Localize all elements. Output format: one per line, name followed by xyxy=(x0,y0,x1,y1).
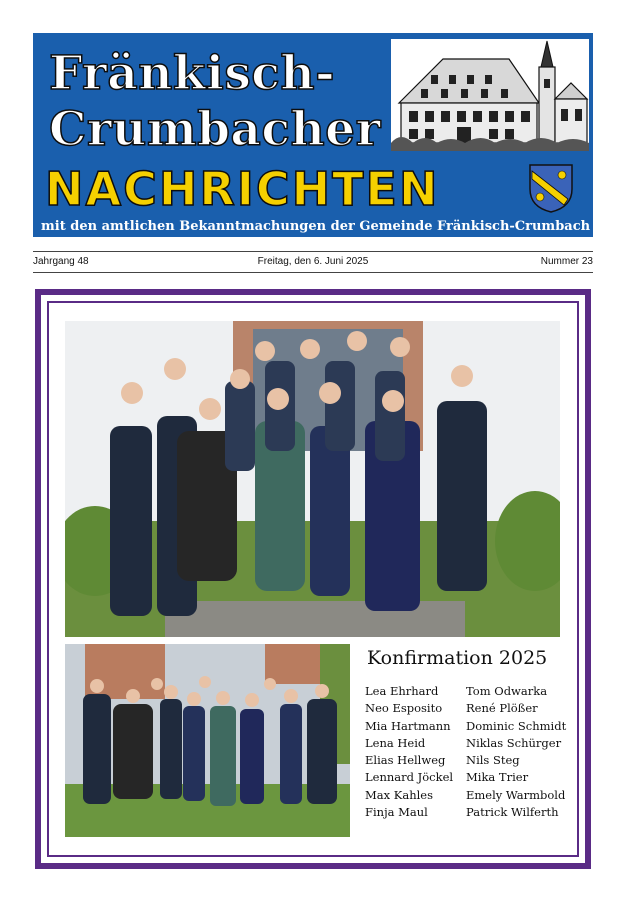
confirmand-name: Nils Steg xyxy=(466,753,520,768)
issue-number: Nummer 23 xyxy=(540,256,593,267)
coat-of-arms-icon xyxy=(528,163,574,213)
confirmand-name: Neo Esposito xyxy=(365,701,443,716)
confirmand-name: Finja Maul xyxy=(365,805,428,820)
confirmand-name: Lena Heid xyxy=(365,735,426,750)
confirmand-name: Dominic Schmidt xyxy=(466,718,567,733)
group-photo-small xyxy=(65,644,350,837)
confirmand-name: Patrick Wilferth xyxy=(466,805,559,820)
confirmand-name: Tom Odwarka xyxy=(466,684,548,698)
confirmand-name: Niklas Schürger xyxy=(466,735,562,750)
masthead-subline: mit den amtlichen Bekanntmachungen der Gemeinde Fränkisch-Crumbach xyxy=(41,219,591,234)
confirmand-name: Emely Warmbold xyxy=(466,787,566,802)
masthead-title-line-1: Fränkisch- xyxy=(49,46,336,101)
confirmand-name: Max Kahles xyxy=(365,787,434,802)
issue-info-bar xyxy=(33,251,593,273)
masthead-title-line-2: Crumbacher xyxy=(49,102,381,157)
group-photo-main xyxy=(65,321,560,637)
issue-date: Freitag, den 6. Juni 2025 xyxy=(257,256,369,267)
confirmand-name: Lennard Jöckel xyxy=(365,770,454,785)
confirmand-name: Mika Trier xyxy=(466,770,529,785)
masthead-nachrichten: NACHRICHTEN xyxy=(45,162,440,216)
confirmand-name: Mia Hartmann xyxy=(365,718,451,733)
article-title: Konfirmation 2025 xyxy=(367,647,548,669)
confirmand-list-right xyxy=(466,683,566,821)
building-sketch-icon xyxy=(391,39,589,151)
volume-label: Jahrgang 48 xyxy=(33,256,89,267)
masthead xyxy=(33,33,593,237)
confirmand-name: Lea Ehrhard xyxy=(365,684,439,698)
confirmand-name: René Plößer xyxy=(466,701,538,716)
confirmand-name: Elias Hellweg xyxy=(365,753,446,768)
confirmand-list-left xyxy=(365,683,453,821)
